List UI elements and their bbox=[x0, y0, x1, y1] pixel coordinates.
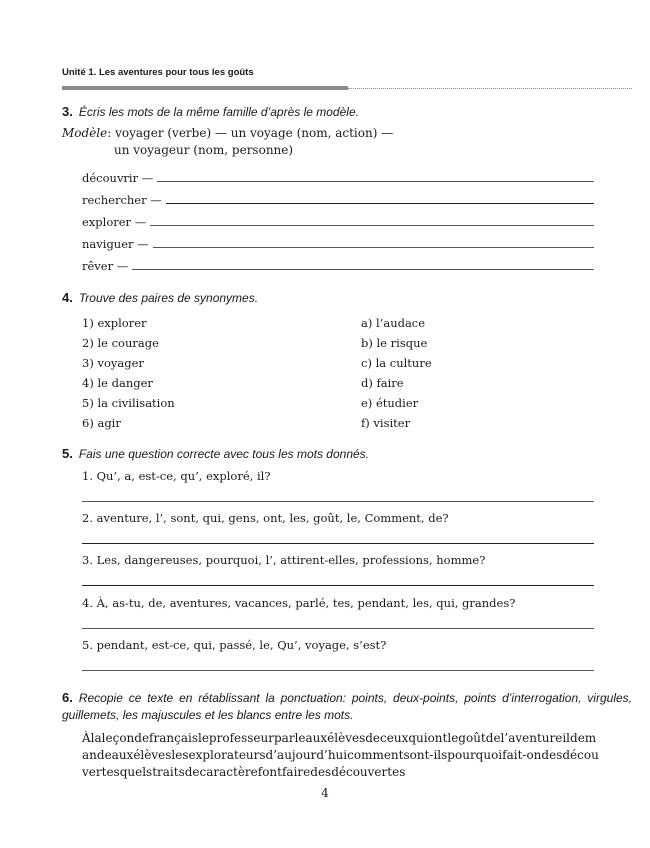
question-item: 4. À, as-tu, de, aventures, vacances, parlé, tes, pendant, les, qui, grandes? bbox=[82, 596, 516, 610]
question-item: 3. Les, dangereuses, pourquoi, l’, attirent-elles, professions, homme? bbox=[82, 553, 486, 567]
synonym-right-item: c) la culture bbox=[361, 356, 432, 370]
question-item: 1. Qu’, a, est-ce, qu’, exploré, il? bbox=[82, 469, 271, 483]
answer-blank[interactable] bbox=[157, 181, 594, 182]
exercise-5-heading bbox=[62, 446, 369, 461]
fill-word: découvrir — bbox=[82, 171, 154, 185]
fill-word: naviguer — bbox=[82, 237, 149, 251]
model-line-2: un voyageur (nom, personne) bbox=[114, 143, 294, 157]
synonym-left-item: 4) le danger bbox=[82, 376, 153, 390]
synonym-right-item: f) visiter bbox=[361, 416, 411, 430]
answer-blank[interactable] bbox=[132, 269, 594, 270]
answer-blank[interactable] bbox=[166, 203, 594, 204]
synonym-left-item: 5) la civilisation bbox=[82, 396, 175, 410]
exercise-6-heading bbox=[62, 690, 632, 723]
synonym-right-item: b) le risque bbox=[361, 336, 428, 350]
fill-row bbox=[82, 257, 594, 273]
unpunctuated-text: Àlaleçondefrançaisleprofesseurparleauxélèvesdeceuxquiontlegoûtdel’aventureildemandeauxélèveslesexplorateursd’aujourd’huicommentsont-ilspourquoifait-ondesdécouvertesquelstraitsdecaractèrefontfairedesdécouvertes bbox=[82, 731, 599, 779]
answer-line[interactable] bbox=[82, 670, 594, 671]
fill-row bbox=[82, 191, 594, 207]
answer-line[interactable] bbox=[82, 628, 594, 629]
synonym-left-item: 3) voyager bbox=[82, 356, 144, 370]
exercise-3-heading bbox=[62, 104, 359, 119]
header-rule bbox=[62, 86, 348, 90]
exercise-instruction: Recopie ce texte en rétablissant la ponctuation: points, deux-points, points d’interrogation, virgules, guillemets, les majuscules et les blancs entre les mots. bbox=[62, 691, 632, 722]
question-item: 2. aventure, l’, sont, qui, gens, ont, les, goût, le, Comment, de? bbox=[82, 511, 449, 525]
exercise-number: 4. bbox=[62, 290, 73, 305]
fill-row bbox=[82, 213, 594, 229]
question-item: 5. pendant, est-ce, qui, passé, le, Qu’, voyage, s’est? bbox=[82, 638, 387, 652]
exercise-instruction: Fais une question correcte avec tous les mots donnés. bbox=[78, 447, 369, 461]
answer-blank[interactable] bbox=[150, 225, 594, 226]
synonym-right-item: d) faire bbox=[361, 376, 404, 390]
exercise-number: 6. bbox=[62, 690, 73, 705]
fill-word: explorer — bbox=[82, 215, 147, 229]
running-header: Unité 1. Les aventures pour tous les goûts bbox=[62, 67, 254, 78]
exercise-number: 3. bbox=[62, 104, 73, 119]
synonym-left-item: 6) agir bbox=[82, 416, 121, 430]
page-number: 4 bbox=[321, 786, 329, 800]
answer-line[interactable] bbox=[82, 543, 594, 544]
exercise-4-heading bbox=[62, 290, 258, 305]
answer-line[interactable] bbox=[82, 585, 594, 586]
synonym-left-item: 1) explorer bbox=[82, 316, 147, 330]
model-line-1: : voyager (verbe) — un voyage (nom, action) — bbox=[107, 126, 394, 140]
model-example bbox=[62, 125, 393, 159]
exercise-number: 5. bbox=[62, 446, 73, 461]
exercise-instruction: Trouve des paires de synonymes. bbox=[78, 291, 259, 305]
answer-blank[interactable] bbox=[153, 247, 594, 248]
header-dotted-rule bbox=[348, 88, 632, 89]
fill-word: rechercher — bbox=[82, 193, 162, 207]
synonym-right-item: e) étudier bbox=[361, 396, 419, 410]
fill-row bbox=[82, 169, 594, 185]
model-label: Modèle bbox=[62, 126, 108, 140]
synonym-left-item: 2) le courage bbox=[82, 336, 159, 350]
answer-line[interactable] bbox=[82, 501, 594, 502]
fill-word: rêver — bbox=[82, 259, 129, 273]
exercise-instruction: Écris les mots de la même famille d’après le modèle. bbox=[78, 105, 359, 119]
fill-row bbox=[82, 235, 594, 251]
synonym-right-item: a) l’audace bbox=[361, 316, 426, 330]
